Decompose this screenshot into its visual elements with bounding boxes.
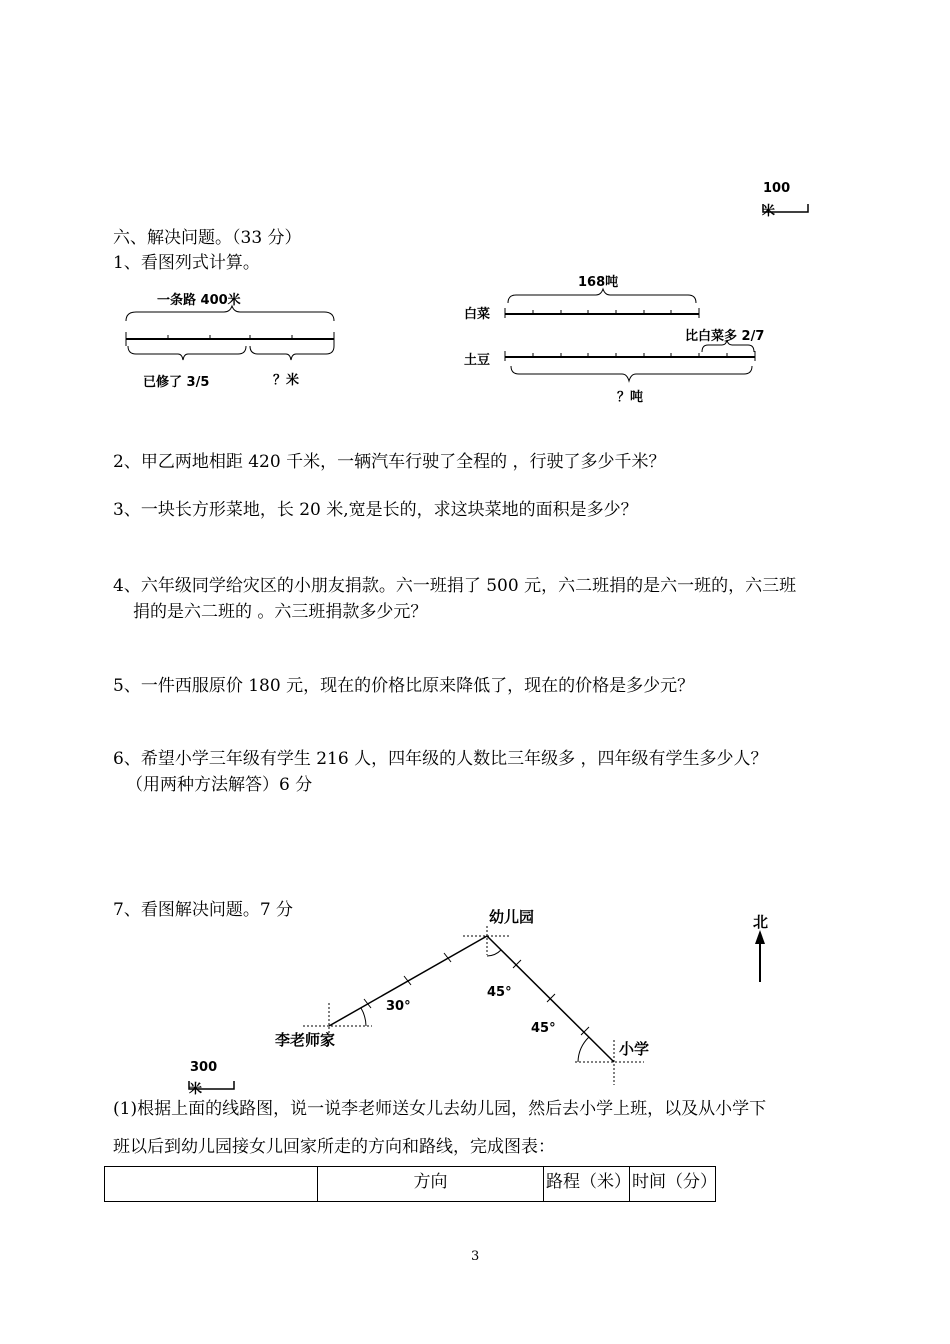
table-header-direction: 方向 (318, 1167, 544, 1202)
scale-top-value: 100 (763, 181, 791, 196)
road-unknown-label: ？米 (273, 373, 300, 388)
q5-text: 5、一件西服原价 180 元，现在的价格比原来降低了，现在的价格是多少元？ (113, 676, 695, 696)
angle-home-label: 30° (386, 999, 411, 1014)
road-total-label: 一条路 400米 (157, 293, 241, 308)
angle-school-label: 45° (531, 1021, 556, 1036)
kindergarten-label: 幼儿园 (489, 908, 535, 926)
q6-line1: 6、希望小学三年级有学生 216 人，四年级的人数比三年级多 ，四年级有学生多少人？ (113, 749, 768, 769)
page-number: 3 (471, 1249, 480, 1264)
scale-bottom-unit: 米 (189, 1082, 203, 1097)
table-header-distance: 路程（米） (544, 1167, 630, 1202)
veg-more-label: 比白菜多 2/7 (685, 329, 765, 344)
q1-text: 1、看图列式计算。 (113, 253, 260, 273)
veg-top-label: 168吨 (578, 275, 619, 290)
q7-sub1-line2: 班以后到幼儿园接女儿回家所走的方向和路线，完成图表： (113, 1137, 555, 1157)
scale-bottom-value: 300 (190, 1060, 218, 1075)
veg-cabbage-label: 白菜 (464, 307, 491, 322)
angle-kindergarten-label: 45° (487, 985, 512, 1000)
table-header-time: 时间（分） (630, 1167, 716, 1202)
table-header-blank (105, 1167, 318, 1202)
north-label: 北 (753, 913, 769, 931)
section-title: 六、解决问题。（33 分） (113, 228, 302, 248)
veg-potato-label: 土豆 (464, 353, 491, 368)
school-label: 小学 (619, 1040, 650, 1058)
q4-line2: 捐的是六二班的 。六三班捐款多少元？ (133, 602, 428, 622)
q7-sub1-line1: (1)根据上面的线路图，说一说李老师送女儿去幼儿园，然后去小学上班，以及从小学下 (113, 1099, 767, 1119)
q3-text: 3、一块长方形菜地，长 20 米,宽是长的，求这块菜地的面积是多少？ (113, 500, 638, 520)
scale-top-unit: 米 (762, 204, 776, 219)
q4-line1: 4、六年级同学给灾区的小朋友捐款。六一班捐了 500 元，六二班捐的是六一班的，六三班 (113, 576, 797, 596)
route-table (104, 1166, 716, 1202)
q6-line2: （用两种方法解答）6 分 (126, 775, 313, 795)
q2-text: 2、甲乙两地相距 420 千米，一辆汽车行驶了全程的 ，行驶了多少千米？ (113, 452, 666, 472)
table-header-row (105, 1167, 716, 1202)
road-done-label: 已修了 3/5 (143, 375, 210, 390)
q7-text: 7、看图解决问题。7 分 (113, 900, 294, 920)
veg-unknown-label: ？吨 (617, 390, 644, 405)
home-label: 李老师家 (275, 1031, 336, 1049)
